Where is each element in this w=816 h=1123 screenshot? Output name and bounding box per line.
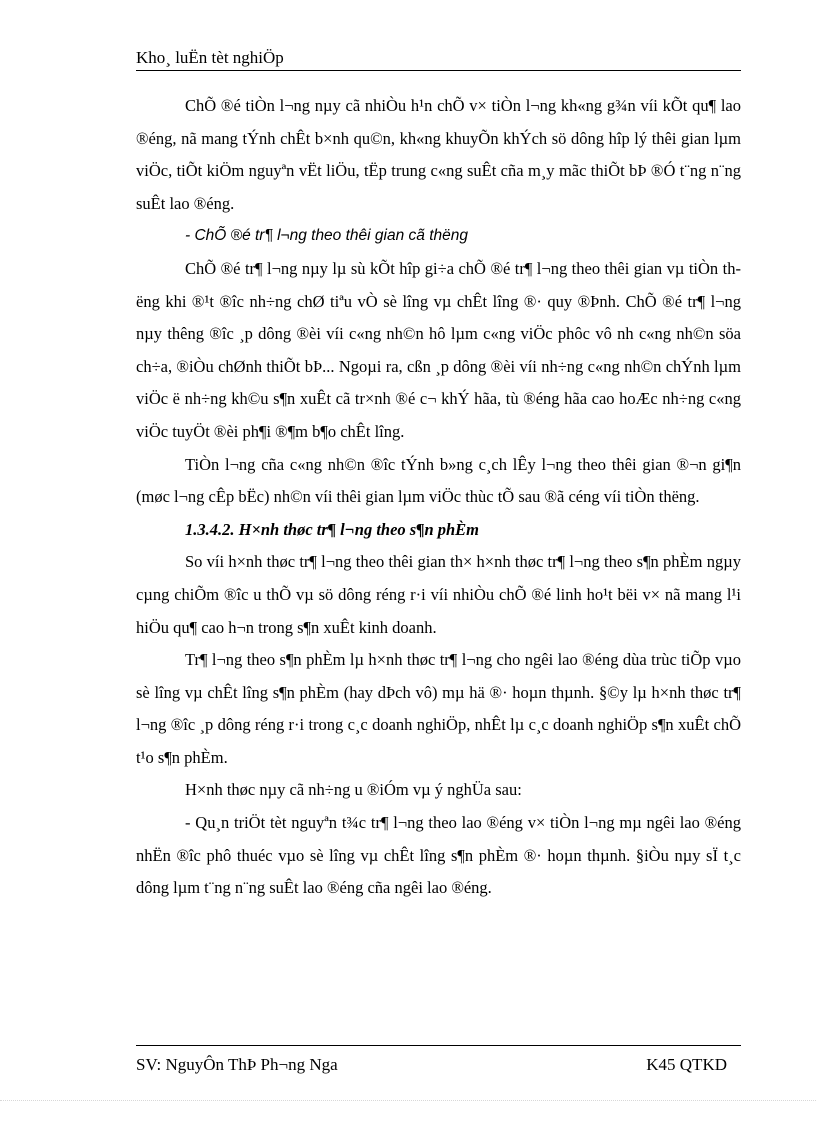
subheading-time-bonus: - ChÕ ®é tr¶ l¬ng theo thêi gian cã thëng	[185, 227, 468, 245]
page-header-title: Kho¸ luËn tèt nghiÖp	[136, 48, 284, 67]
paragraph-2: ChÕ ®é tr¶ l¬ng nµy lµ sù kÕt hîp gi÷a chÕ ®é tr¶ l¬ng theo thêi gian vµ tiÒn thëng khi ®¹t ®îc nh÷ng chØ tiªu vÒ sè lîng vµ chÊt lîng ®· quy ®Þnh. ChÕ ®é tr¶ l¬ng nµy thêng ®îc ¸p dông ®èi víi c«ng nh©n hô lµm c«ng viÖc phôc vô nh c«ng nh©n söa ch÷a, ®iÒu chØnh thiÕt bÞ... Ngoµi ra, cßn ¸p dông ®èi víi nh÷ng c«ng nh©n chÝnh lµm viÖc ë nh÷ng kh©u s¶n xuÊt cã tr×nh ®é c¬ khÝ hãa, tù ®éng hãa cao hoÆc nh÷ng c«ng viÖc tuyÖt ®èi ph¶i ®¶m b¶o chÊt lîng.	[136, 258, 741, 441]
footer-class: K45 QTKD	[646, 1055, 727, 1074]
paragraph-4: So víi h×nh thøc tr¶ l¬ng theo thêi gian th× h×nh thøc tr¶ l¬ng theo s¶n phÈm ngµy cµng chiÕm ®îc u thÕ vµ sö dông réng r·i víi nhiÒu chÕ ®é linh ho¹t bëi v× nã mang l¹i hiÖu qu¶ cao h¬n trong s¶n xuÊt kinh doanh.	[136, 552, 741, 637]
document-body	[136, 90, 741, 905]
paragraph-7: - Qu¸n triÖt tèt nguyªn t¾c tr¶ l¬ng theo lao ®éng v× tiÒn l¬ng mµ ngêi lao ®éng nhËn ®îc phô thuéc vµo sè lîng vµ chÊt lîng s¶n phÈm ®· hoµn thµnh. §iÒu nµy sÏ t¸c dông lµm t¨ng n¨ng suÊt lao ®éng cña ngêi lao ®éng.	[136, 813, 741, 898]
paragraph-1: ChÕ ®é tiÒn l¬ng nµy cã nhiÒu h¹n chÕ v× tiÒn l¬ng kh«ng g¾n víi kÕt qu¶ lao ®éng, nã mang tÝnh chÊt b×nh qu©n, kh«ng khuyÕn khÝch sö dông hîp lý thêi gian lµm viÖc, tiÕt kiÖm nguyªn vËt liÖu, tËp trung c«ng suÊt cña m¸y mãc thiÕt bÞ ®Ó t¨ng n¨ng suÊt lao ®éng.	[136, 96, 741, 213]
page-bottom-edge	[0, 1100, 816, 1101]
paragraph-5: Tr¶ l¬ng theo s¶n phÈm lµ h×nh thøc tr¶ l¬ng cho ngêi lao ®éng dùa trùc tiÕp vµo sè lîng vµ chÊt lîng s¶n phÈm (hay dÞch vô) mµ hä ®· hoµn thµnh. §©y lµ h×nh thøc tr¶ l¬ng ®îc ¸p dông réng r·i trong c¸c doanh nghiÖp, nhÊt lµ c¸c doanh nghiÖp s¶n xuÊt chÕ t¹o s¶n phÈm.	[136, 650, 741, 767]
section-heading-1-3-4-2: 1.3.4.2. H×nh thøc tr¶ l¬ng theo s¶n phÈm	[185, 519, 480, 539]
header-rule	[136, 70, 741, 71]
footer-author: SV: NguyÔn ThÞ Ph¬ng Nga	[136, 1055, 338, 1074]
paragraph-6: H×nh thøc nµy cã nh÷ng u ®iÓm vµ ý nghÜa sau:	[185, 780, 522, 800]
footer-rule	[136, 1045, 741, 1046]
paragraph-3: TiÒn l¬ng cña c«ng nh©n ®îc tÝnh b»ng c¸ch lÊy l¬ng theo thêi gian ®¬n gi¶n (møc l¬ng cÊp bËc) nh©n víi thêi gian lµm viÖc thùc tÕ sau ®ã céng víi tiÒn thëng.	[136, 454, 741, 507]
